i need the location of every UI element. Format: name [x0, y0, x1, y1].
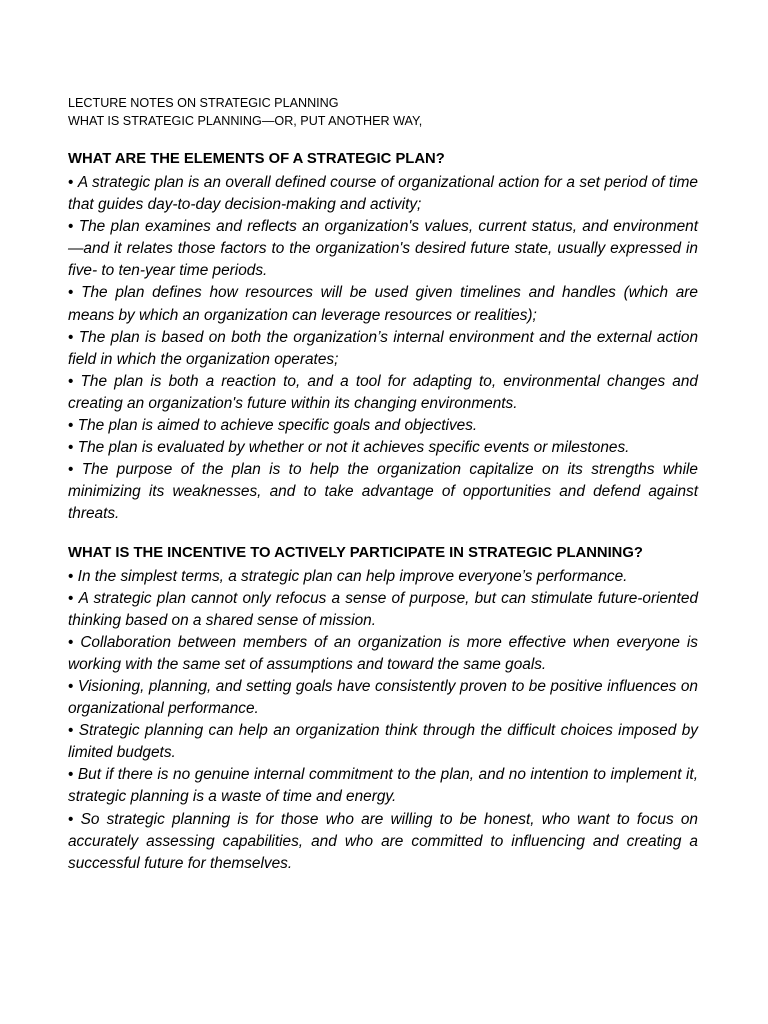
bullet-item: • The plan defines how resources will be used given timelines and handles (which are means by which an organization can leverage resources or realities);	[68, 282, 698, 326]
elements-bullet-list	[68, 172, 698, 526]
incentive-bullet-list	[68, 566, 698, 875]
bullet-item: • The plan is both a reaction to, and a tool for adapting to, environmental changes and creating an organization's future within its changing environments.	[68, 371, 698, 415]
bullet-item: • In the simplest terms, a strategic plan can help improve everyone’s performance.	[68, 566, 698, 588]
document-subtitle: WHAT IS STRATEGIC PLANNING—OR, PUT ANOTHER WAY,	[68, 114, 423, 128]
bullet-item: • The purpose of the plan is to help the organization capitalize on its strengths while minimizing its weaknesses, and to take advantage of opportunities and defend against threats.	[68, 459, 698, 525]
bullet-item: • The plan is based on both the organization’s internal environment and the external action field in which the organization operates;	[68, 327, 698, 371]
bullet-item: • The plan is aimed to achieve specific goals and objectives.	[68, 415, 698, 437]
bullet-item: • Strategic planning can help an organization think through the difficult choices imposed by limited budgets.	[68, 720, 698, 764]
bullet-item: • Collaboration between members of an organization is more effective when everyone is working with the same set of assumptions and toward the same goals.	[68, 632, 698, 676]
document-title: LECTURE NOTES ON STRATEGIC PLANNING	[68, 96, 339, 110]
bullet-item: • But if there is no genuine internal commitment to the plan, and no intention to implement it, strategic planning is a waste of time and energy.	[68, 764, 698, 808]
bullet-item: • A strategic plan is an overall defined course of organizational action for a set period of time that guides day-to-day decision-making and activity;	[68, 172, 698, 216]
section-heading-incentive: WHAT IS THE INCENTIVE TO ACTIVELY PARTICIPATE IN STRATEGIC PLANNING?	[68, 544, 643, 561]
bullet-item: • So strategic planning is for those who are willing to be honest, who want to focus on accurately assessing capabilities, and who are committed to influencing and creating a successful future for themselves.	[68, 809, 698, 875]
section-heading-elements: WHAT ARE THE ELEMENTS OF A STRATEGIC PLAN?	[68, 151, 445, 167]
bullet-item: • The plan is evaluated by whether or not it achieves specific events or milestones.	[68, 437, 698, 459]
bullet-item: • Visioning, planning, and setting goals have consistently proven to be positive influences on organizational performance.	[68, 676, 698, 720]
bullet-item: • A strategic plan cannot only refocus a sense of purpose, but can stimulate future-oriented thinking based on a shared sense of mission.	[68, 588, 698, 632]
bullet-item: • The plan examines and reflects an organization's values, current status, and environment—and it relates those factors to the organization's desired future state, usually expressed in five- to ten-year time periods.	[68, 216, 698, 282]
document-content	[68, 94, 698, 875]
